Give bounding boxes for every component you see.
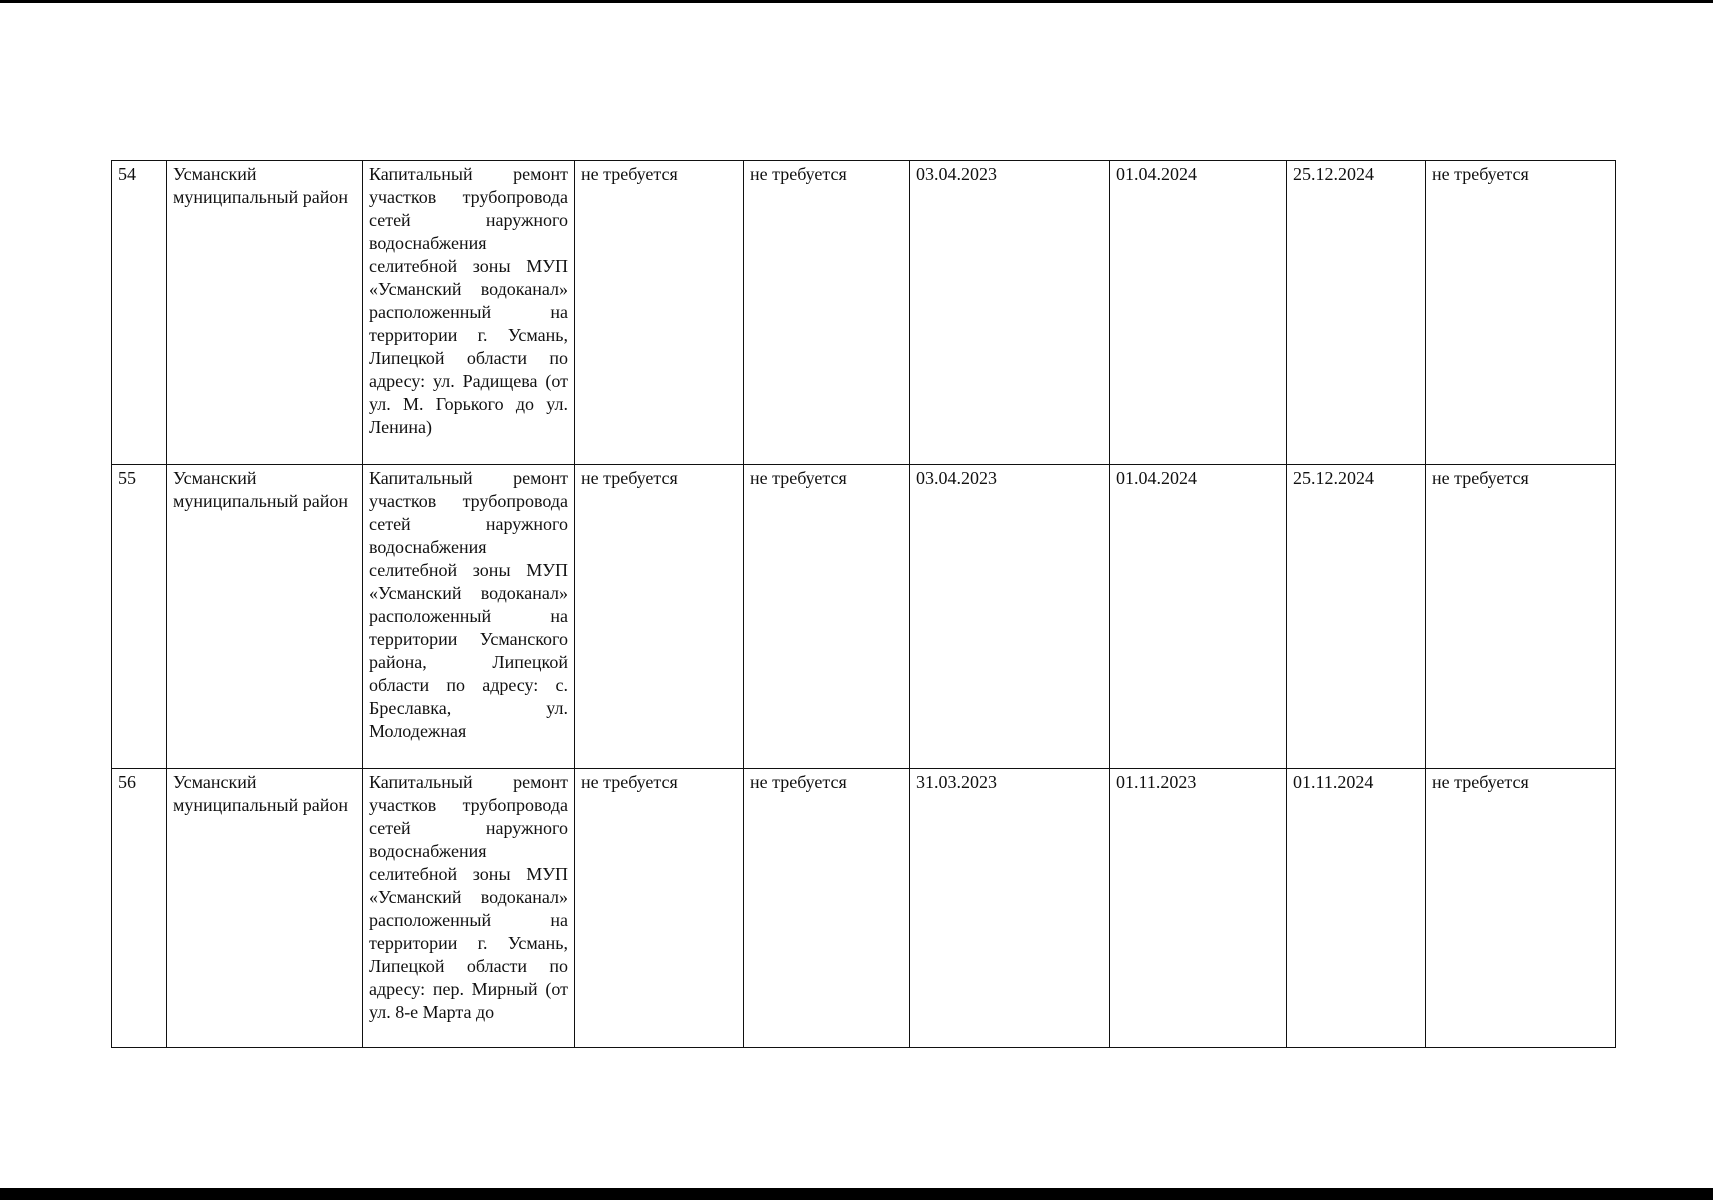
requirement-cell-1: не требуется (575, 465, 744, 769)
requirement-cell-2: не требуется (744, 769, 910, 1048)
date-cell-3: 25.12.2024 (1287, 161, 1426, 465)
requirement-cell-3: не требуется (1426, 465, 1616, 769)
district-cell: Усманский муниципальный район (167, 161, 363, 465)
date-cell-1: 31.03.2023 (910, 769, 1110, 1048)
row-number: 56 (112, 769, 167, 1048)
date-cell-1: 03.04.2023 (910, 161, 1110, 465)
date-cell-2: 01.04.2024 (1110, 465, 1287, 769)
document-page (0, 3, 1713, 1188)
requirement-cell-2: не требуется (744, 465, 910, 769)
description-text: Капитальный ремонт участков трубопровода сетей наружного водоснабжения селитебной зоны МУП «Усманский водоканал» расположенный на территории г. Усмань, Липецкой области по адресу: ул. Радищева (от ул. М. Горького до ул. Ленина) (369, 164, 568, 437)
description-cell (363, 769, 575, 1048)
date-cell-2: 01.04.2024 (1110, 161, 1287, 465)
table-row (112, 161, 1616, 465)
description-text: Капитальный ремонт участков трубопровода сетей наружного водоснабжения селитебной зоны МУП «Усманский водоканал» расположенный на территории Усманского района, Липецкой области по адресу: с. Бреславка, ул. Молодежная (369, 468, 568, 741)
date-cell-1: 03.04.2023 (910, 465, 1110, 769)
row-number: 54 (112, 161, 167, 465)
date-cell-3: 01.11.2024 (1287, 769, 1426, 1048)
district-cell: Усманский муниципальный район (167, 769, 363, 1048)
schedule-table (111, 160, 1616, 1048)
date-cell-3: 25.12.2024 (1287, 465, 1426, 769)
requirement-cell-3: не требуется (1426, 769, 1616, 1048)
requirement-cell-1: не требуется (575, 161, 744, 465)
description-cell (363, 161, 575, 465)
row-number: 55 (112, 465, 167, 769)
description-text: Капитальный ремонт участков трубопровода сетей наружного водоснабжения селитебной зоны МУП «Усманский водоканал» расположенный на территории г. Усмань, Липецкой области по адресу: пер. Мирный (от ул. 8-е Марта до (369, 772, 568, 1022)
district-cell: Усманский муниципальный район (167, 465, 363, 769)
table-row (112, 465, 1616, 769)
requirement-cell-1: не требуется (575, 769, 744, 1048)
scan-bottom-border (0, 1188, 1713, 1200)
requirement-cell-2: не требуется (744, 161, 910, 465)
requirement-cell-3: не требуется (1426, 161, 1616, 465)
date-cell-2: 01.11.2023 (1110, 769, 1287, 1048)
table-row (112, 769, 1616, 1048)
description-cell (363, 465, 575, 769)
